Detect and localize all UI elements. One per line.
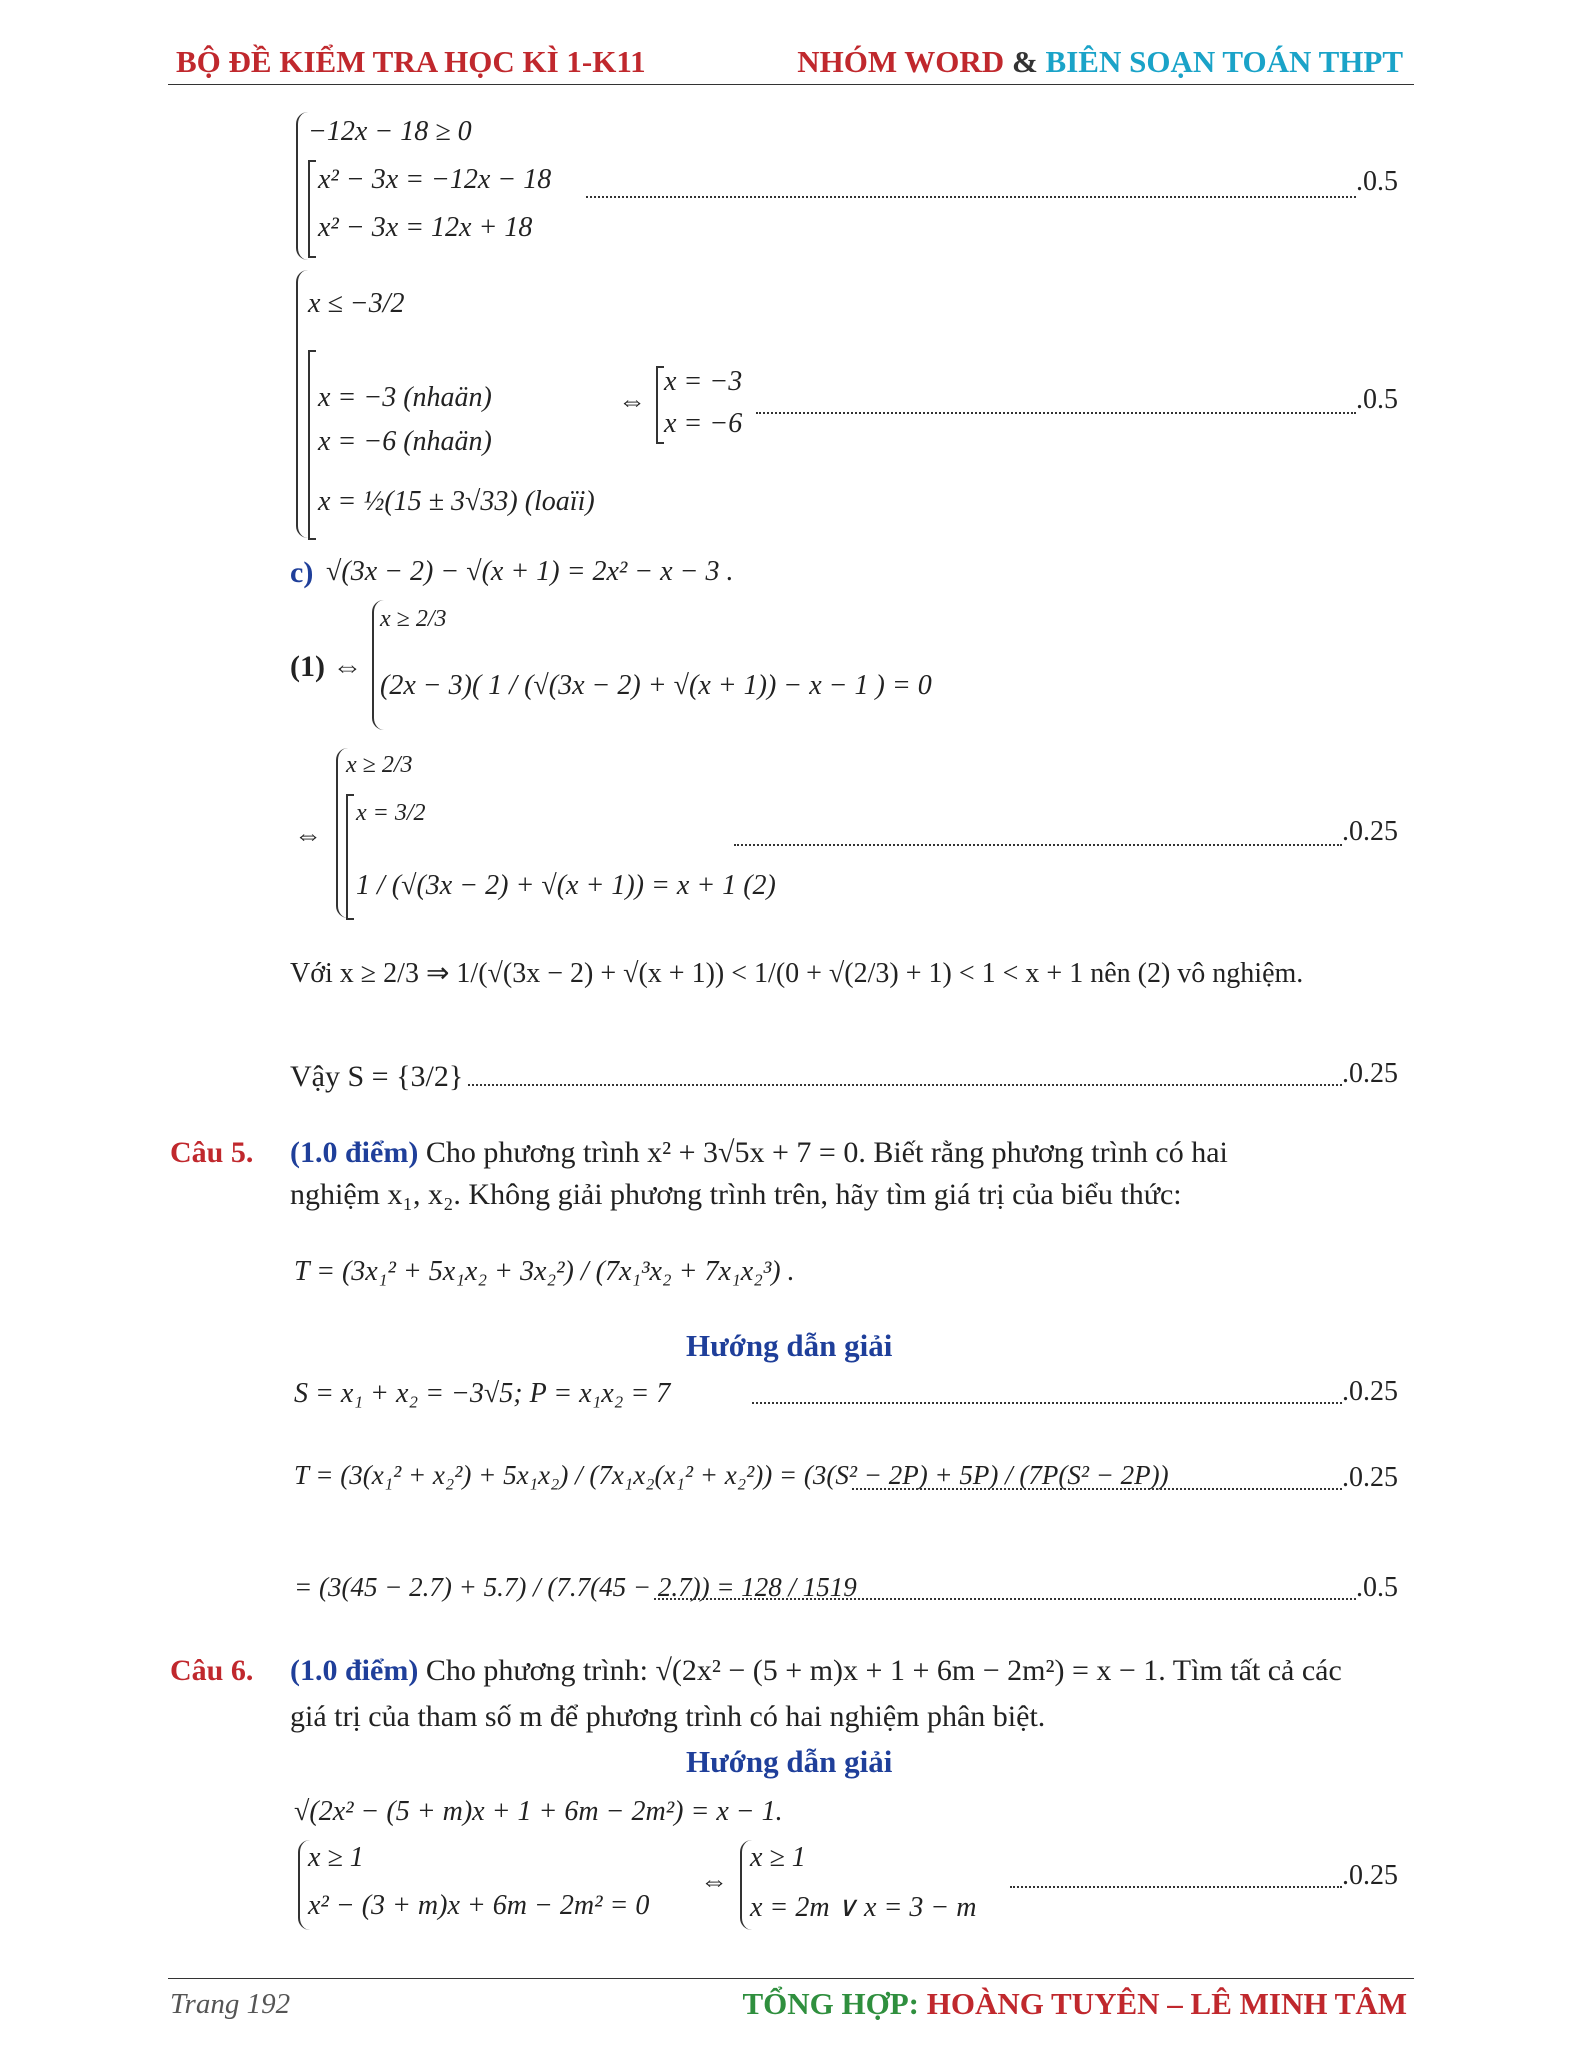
math-line: x² − 3x = 12x + 18 xyxy=(318,212,533,243)
question-5-text-line1 xyxy=(290,1136,1228,1170)
dot-leader xyxy=(654,1598,1356,1600)
page-number: Trang 192 xyxy=(170,1988,291,2020)
score: .0.5 xyxy=(1356,166,1398,197)
header-ampersand: & xyxy=(1011,44,1038,79)
math-line: x = −6 xyxy=(664,408,743,439)
or-bracket xyxy=(346,794,354,920)
math-line: x² − 3x = −12x − 18 xyxy=(318,164,552,195)
score: .0.25 xyxy=(1342,1058,1398,1089)
header-right-title xyxy=(797,44,1403,80)
dot-leader xyxy=(756,412,1356,414)
dot-leader xyxy=(586,196,1356,198)
T-result: = (3(45 − 2.7) + 5.7) / (7.7(45 − 2.7)) = 128 / 1519 xyxy=(294,1572,857,1602)
math-line: x = 2m ∨ x = 3 − m xyxy=(750,1892,977,1923)
part-c-label: c) xyxy=(290,556,314,589)
math-line: x = −3 xyxy=(664,366,743,397)
inequality-line: Với x ≥ 2/3 ⇒ 1/(√(3x − 2) + √(x + 1)) < 1/(0 + √(2/3) + 1) < 1 < x + 1 nên (2) vô nghiệm. xyxy=(290,958,1304,989)
equivalence-symbol: ⇔ xyxy=(618,386,646,417)
footer-author-names: HOÀNG TUYÊN – LÊ MINH TÂM xyxy=(926,1986,1407,2021)
question-6-statement: Cho phương trình: √(2x² − (5 + m)x + 1 + 6m − 2m²) = x − 1. Tìm tất cả các xyxy=(425,1654,1342,1687)
score: .0.25 xyxy=(1342,1462,1398,1493)
math-line: (2x − 3)( 1 / (√(3x − 2) + √(x + 1)) − x − 1 ) = 0 xyxy=(380,670,932,701)
question-6-equation: √(2x² − (5 + m)x + 1 + 6m − 2m²) = x − 1. xyxy=(294,1796,783,1827)
math-line: x = 3/2 xyxy=(356,800,426,826)
system-brace xyxy=(296,112,308,260)
math-line: 1 / (√(3x − 2) + √(x + 1)) = x + 1 (2) xyxy=(356,870,776,901)
footer-rule xyxy=(168,1978,1414,1979)
equivalence-symbol: ⇔ xyxy=(700,1866,728,1897)
footer-compiled-label: TỔNG HỢP: xyxy=(742,1986,919,2021)
score: .0.5 xyxy=(1356,1572,1398,1603)
math-line: x = −6 (nhaän) xyxy=(318,426,492,457)
dot-leader xyxy=(468,1084,1342,1086)
dot-leader xyxy=(852,1488,1342,1490)
T-transform: T = (3(x₁² + x₂²) + 5x₁x₂) / (7x₁x₂(x₁² + x₂²)) = (3(S² − 2P) + 5P) / (7P(S² − 2P)) xyxy=(294,1460,1169,1490)
question-6-text-line1 xyxy=(290,1654,1342,1688)
question-5-statement: Cho phương trình x² + 3√5x + 7 = 0. Biết rằng phương trình có hai xyxy=(425,1136,1228,1169)
score: .0.25 xyxy=(1342,1376,1398,1407)
question-5-label: Câu 5. xyxy=(170,1136,254,1169)
solution-guide-heading: Hướng dẫn giải xyxy=(686,1744,893,1779)
or-bracket xyxy=(308,350,316,540)
or-bracket xyxy=(308,160,316,258)
equivalence-symbol: ⇔ xyxy=(294,820,322,851)
expression-T: T = (3x₁² + 5x₁x₂ + 3x₂²) / (7x₁³x₂ + 7x₁x₂³) . xyxy=(294,1256,795,1287)
part-c-equation: √(3x − 2) − √(x + 1) = 2x² − x − 3 . xyxy=(326,556,734,587)
solution-set: Vậy S = {3/2} xyxy=(290,1060,464,1093)
math-line: x ≥ 1 xyxy=(308,1842,364,1873)
score: .0.25 xyxy=(1342,1860,1398,1891)
score: .0.25 xyxy=(1342,816,1398,847)
vieta-sum-product: S = x₁ + x₂ = −3√5; P = x₁x₂ = 7 xyxy=(294,1378,671,1409)
math-line: x ≥ 2/3 xyxy=(380,606,447,632)
math-line: x ≤ −3/2 xyxy=(308,288,405,319)
question-6-text-line2: giá trị của tham số m để phương trình có hai nghiệm phân biệt. xyxy=(290,1700,1046,1733)
math-line: x ≥ 2/3 xyxy=(346,752,413,778)
or-bracket xyxy=(656,366,664,444)
score: .0.5 xyxy=(1356,384,1398,415)
question-5-points: (1.0 điểm) xyxy=(290,1136,419,1169)
header-rule xyxy=(168,84,1414,85)
dot-leader xyxy=(1010,1886,1342,1888)
footer-authors xyxy=(742,1986,1407,2022)
question-5-text-line2: nghiệm x₁, x₂. Không giải phương trình trên, hãy tìm giá trị của biểu thức: xyxy=(290,1178,1182,1211)
math-line: x = ½(15 ± 3√33) (loaïi) xyxy=(318,486,595,517)
question-6-points: (1.0 điểm) xyxy=(290,1654,419,1687)
question-6-label: Câu 6. xyxy=(170,1654,254,1687)
dot-leader xyxy=(734,844,1342,846)
math-line: x = −3 (nhaän) xyxy=(318,382,492,413)
solution-guide-heading: Hướng dẫn giải xyxy=(686,1328,893,1363)
eq1-label: (1) ⇔ xyxy=(290,650,363,683)
math-line: −12x − 18 ≥ 0 xyxy=(308,116,472,147)
math-line: x ≥ 1 xyxy=(750,1842,806,1873)
header-group-name: NHÓM WORD xyxy=(797,44,1005,79)
header-subject: BIÊN SOẠN TOÁN THPT xyxy=(1045,44,1403,79)
header-left-title: BỘ ĐỀ KIỂM TRA HỌC KÌ 1-K11 xyxy=(176,44,646,79)
math-line: x² − (3 + m)x + 6m − 2m² = 0 xyxy=(308,1890,650,1921)
system-brace xyxy=(296,270,308,538)
dot-leader xyxy=(752,1402,1342,1404)
